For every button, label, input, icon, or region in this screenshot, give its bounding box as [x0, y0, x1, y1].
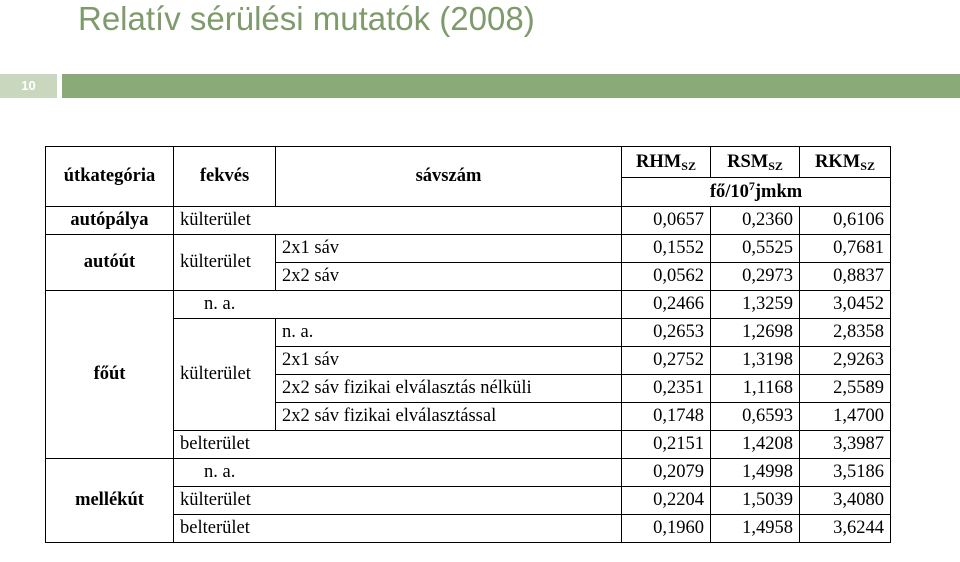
- cell-rsm: 0,5525: [711, 235, 800, 263]
- unit-post: jmkm: [754, 181, 803, 202]
- cell-fekves: belterület: [174, 431, 622, 459]
- cell-fekves: n. a.: [174, 459, 622, 487]
- header-rhm-sub: SZ: [681, 158, 696, 173]
- header-row: [46, 147, 891, 178]
- cell-rhm: 0,1960: [622, 515, 711, 543]
- slide-number: 10: [0, 74, 57, 98]
- cell-rhm: 0,1552: [622, 235, 711, 263]
- cell-rkm: 3,4080: [800, 487, 891, 515]
- cell-rsm: 1,3259: [711, 291, 800, 319]
- cell-rkm: 3,6244: [800, 515, 891, 543]
- cell-category: mellékút: [46, 459, 174, 543]
- cell-fekves: külterület: [174, 487, 622, 515]
- cell-rsm: 1,5039: [711, 487, 800, 515]
- cell-rhm: 0,2204: [622, 487, 711, 515]
- cell-fekves: külterület: [174, 207, 622, 235]
- table-row: [46, 235, 891, 263]
- cell-rkm: 1,4700: [800, 403, 891, 431]
- cell-rhm: 0,1748: [622, 403, 711, 431]
- header-unit: [622, 178, 891, 207]
- cell-rkm: 0,6106: [800, 207, 891, 235]
- cell-rhm: 0,2653: [622, 319, 711, 347]
- cell-rsm: 0,2973: [711, 263, 800, 291]
- cell-rkm: 3,0452: [800, 291, 891, 319]
- cell-fekves: belterület: [174, 515, 622, 543]
- cell-savszam: 2x1 sáv: [276, 235, 622, 263]
- cell-savszam: 2x1 sáv: [276, 347, 622, 375]
- cell-rhm: 0,2151: [622, 431, 711, 459]
- cell-savszam: n. a.: [276, 319, 622, 347]
- header-rkm-sub: SZ: [860, 158, 875, 173]
- header-rsm: [711, 147, 800, 178]
- cell-rkm: 0,8837: [800, 263, 891, 291]
- cell-rsm: 1,1168: [711, 375, 800, 403]
- unit-exp: 7: [748, 178, 755, 193]
- cell-rhm: 0,2079: [622, 459, 711, 487]
- header-rkm-text: RKM: [815, 151, 861, 172]
- cell-category: autópálya: [46, 207, 174, 235]
- header-bar: [62, 74, 960, 98]
- cell-rkm: 3,3987: [800, 431, 891, 459]
- cell-savszam: 2x2 sáv fizikai elválasztás nélküli: [276, 375, 622, 403]
- cell-rsm: 1,4998: [711, 459, 800, 487]
- table-row: [46, 459, 891, 487]
- cell-rsm: 0,2360: [711, 207, 800, 235]
- table-row: [46, 207, 891, 235]
- header-rhm: [622, 147, 711, 178]
- injury-rate-table: [45, 146, 891, 543]
- table-row: [46, 291, 891, 319]
- cell-rsm: 1,4208: [711, 431, 800, 459]
- cell-rhm: 0,0657: [622, 207, 711, 235]
- cell-rhm: 0,2351: [622, 375, 711, 403]
- cell-rsm: 1,4958: [711, 515, 800, 543]
- cell-savszam: 2x2 sáv: [276, 263, 622, 291]
- header-rhm-text: RHM: [636, 151, 682, 172]
- cell-rkm: 2,8358: [800, 319, 891, 347]
- cell-rsm: 0,6593: [711, 403, 800, 431]
- header-fekves: fekvés: [174, 147, 276, 207]
- header-rsm-sub: SZ: [768, 158, 783, 173]
- slide-title: Relatív sérülési mutatók (2008): [78, 0, 535, 37]
- header-savszam: sávszám: [276, 147, 622, 207]
- cell-rkm: 2,5589: [800, 375, 891, 403]
- unit-pre: fő/10: [709, 181, 749, 202]
- cell-rkm: 3,5186: [800, 459, 891, 487]
- cell-rsm: 1,3198: [711, 347, 800, 375]
- header-utkategoria: útkategória: [46, 147, 174, 207]
- cell-category: főút: [46, 291, 174, 459]
- cell-rhm: 0,2752: [622, 347, 711, 375]
- cell-fekves: külterület: [174, 235, 276, 291]
- cell-rhm: 0,0562: [622, 263, 711, 291]
- header-rkm: [800, 147, 891, 178]
- header-rsm-text: RSM: [727, 151, 769, 172]
- cell-category: autóút: [46, 235, 174, 291]
- cell-fekves: n. a.: [174, 291, 622, 319]
- cell-rkm: 2,9263: [800, 347, 891, 375]
- cell-savszam: 2x2 sáv fizikai elválasztással: [276, 403, 622, 431]
- cell-rsm: 1,2698: [711, 319, 800, 347]
- cell-fekves: külterület: [174, 319, 276, 431]
- cell-rhm: 0,2466: [622, 291, 711, 319]
- cell-rkm: 0,7681: [800, 235, 891, 263]
